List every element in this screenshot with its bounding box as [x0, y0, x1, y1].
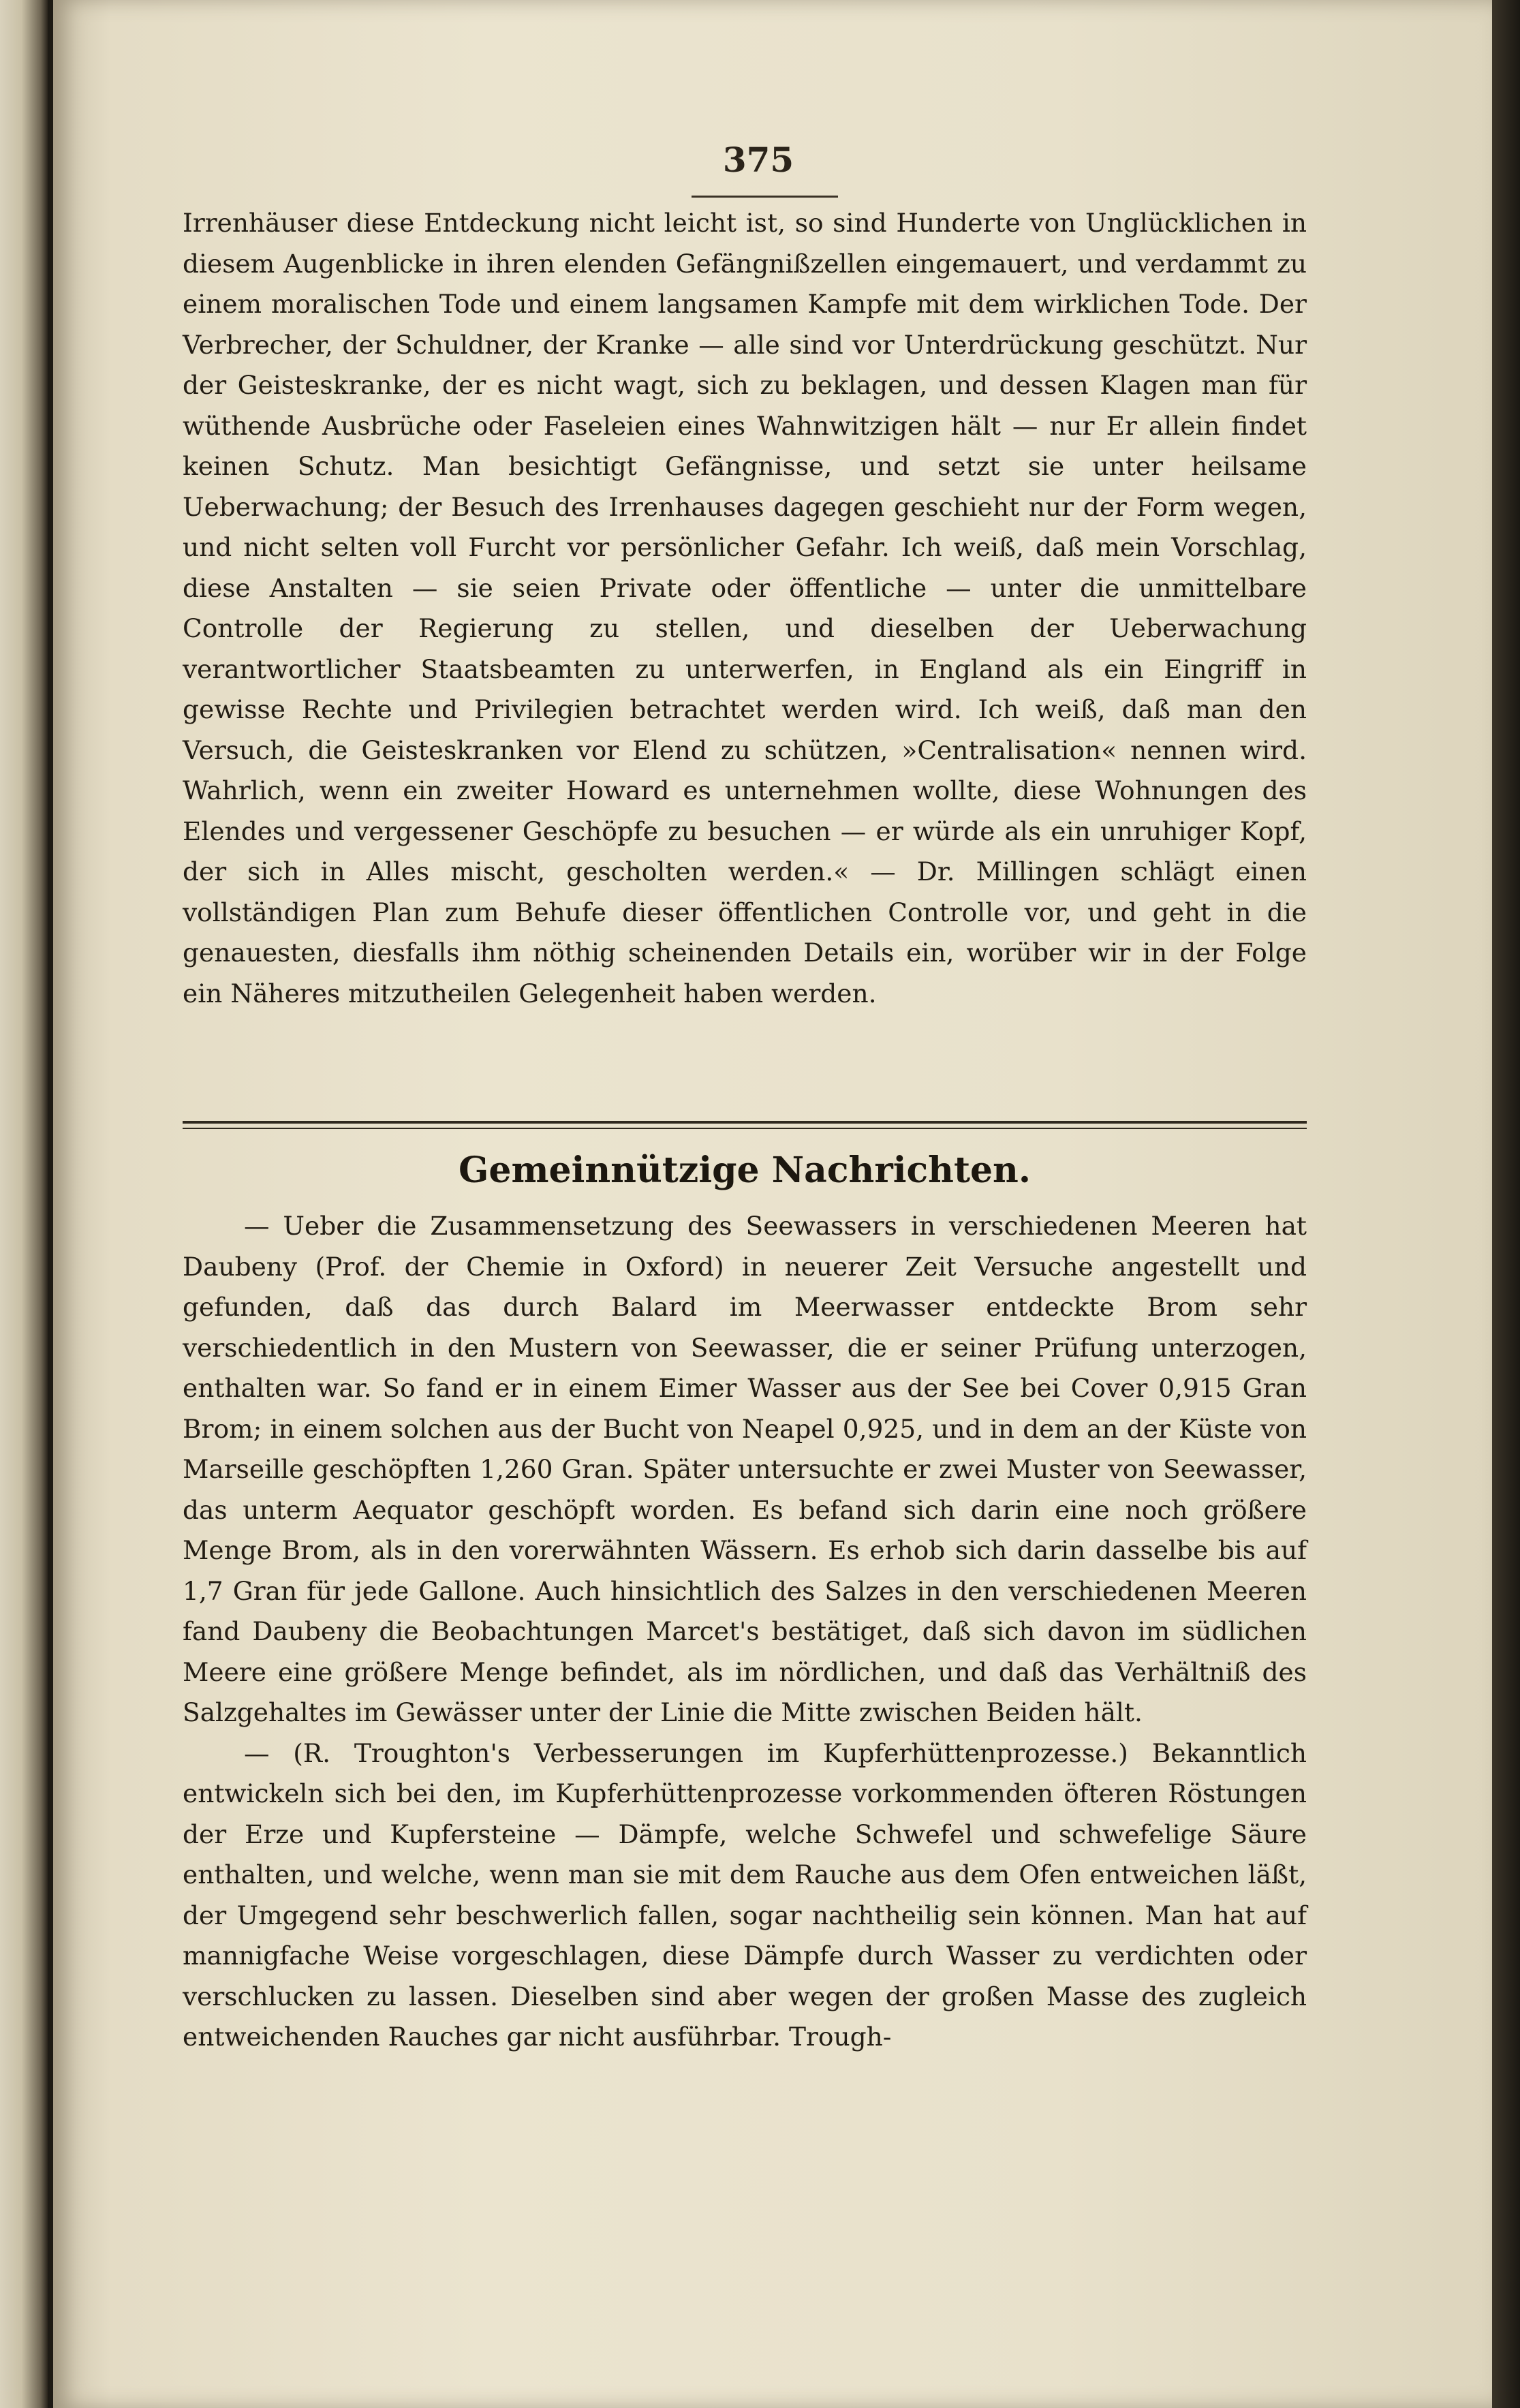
- paragraph-troughton: — (R. Troughton's Verbesserungen im Kupferhüttenprozesse.) Bekanntlich entwickeln sich bei den, im Kupferhüttenprozesse vorkommenden öfteren Röstungen der Erze und Kupfersteine — Dämpfe, welche Schwefel und schwefelige Säure enthalten, und welche, wenn man sie mit dem Rauche aus dem Ofen entweichen läßt, der Umgegend sehr beschwerlich fallen, sogar nachtheilig sein können. Man hat auf mannigfache Weise vorgeschlagen, diese Dämpfe durch Wasser zu verdichten oder verschlucken zu lassen. Dieselben sind aber wegen der großen Masse des zugleich entweichenden Rauches gar nicht ausführbar. Trough-: [183, 1738, 1307, 2052]
- text-block-news: [183, 1206, 1307, 2058]
- page-number: 375: [722, 140, 794, 180]
- page-number-rule: [692, 196, 838, 198]
- section-divider-thin: [183, 1128, 1307, 1129]
- text-block-top: [183, 203, 1307, 1014]
- section-heading: Gemeinnützige Nachrichten.: [459, 1149, 1031, 1191]
- book-spine: [0, 0, 48, 2408]
- paragraph-seawater: — Ueber die Zusammensetzung des Seewassers in verschiedenen Meeren hat Daubeny (Prof. der Chemie in Oxford) in neuerer Zeit Versuche angestellt und gefunden, daß das durch Balard im Meerwasser entdeckte Brom sehr verschiedentlich in den Mustern von Seewasser, die er seiner Prüfung unterzogen, enthalten war. So fand er in einem Eimer Wasser aus der See bei Cover 0,915 Gran Brom; in einem solchen aus der Bucht von Neapel 0,925, und in dem an der Küste von Marseille geschöpften 1,260 Gran. Später untersuchte er zwei Muster von Seewasser, das unterm Aequator geschöpft worden. Es befand sich darin eine noch größere Menge Brom, als in den vorerwähnten Wässern. Es erhob sich darin dasselbe bis auf 1,7 Gran für jede Gallone. Auch hinsichtlich des Salzes in den verschiedenen Meeren fand Daubeny die Beobachtungen Marcet's bestätiget, daß sich davon im südlichen Meere eine größere Menge befindet, als im nördlichen, und daß das Verhältniß des Salzgehaltes im Gewässer unter der Linie die Mitte zwischen Beiden hält.: [183, 1211, 1307, 1727]
- paragraph-continuation: Irrenhäuser diese Entdeckung nicht leicht ist, so sind Hunderte von Unglücklichen in diesem Augenblicke in ihren elenden Gefängnißzellen eingemauert, und verdammt zu einem moralischen Tode und einem langsamen Kampfe mit dem wirklichen Tode. Der Verbrecher, der Schuldner, der Kranke — alle sind vor Unterdrückung geschützt. Nur der Geisteskranke, der es nicht wagt, sich zu beklagen, und dessen Klagen man für wüthende Ausbrüche oder Faseleien eines Wahnwitzigen hält — nur Er allein findet keinen Schutz. Man besichtigt Gefängnisse, und setzt sie unter heilsame Ueberwachung; der Besuch des Irrenhauses dagegen geschieht nur der Form wegen, und nicht selten voll Furcht vor persönlicher Gefahr. Ich weiß, daß mein Vorschlag, diese Anstalten — sie seien Private oder öffentliche — unter die unmittelbare Controlle der Regierung zu stellen, und dieselben der Ueberwachung verantwortlicher Staatsbeamten zu unterwerfen, in England als ein Eingriff in gewisse Rechte und Privilegien betrachtet werden wird. Ich weiß, daß man den Versuch, die Geisteskranken vor Elend zu schützen, »Centralisation« nennen wird. Wahrlich, wenn ein zweiter Howard es unternehmen wollte, diese Wohnungen des Elendes und vergessener Geschöpfe zu besuchen — er würde als ein unruhiger Kopf, der sich in Alles mischt, gescholten werden.« — Dr. Millingen schlägt einen vollständigen Plan zum Behufe dieser öffentlichen Controlle vor, und geht in die genauesten, diesfalls ihm nöthig scheinenden Details ein, worüber wir in der Folge ein Näheres mitzutheilen Gelegenheit haben werden.: [183, 208, 1307, 1008]
- page-edge: [1492, 0, 1520, 2408]
- section-divider: [183, 1121, 1307, 1124]
